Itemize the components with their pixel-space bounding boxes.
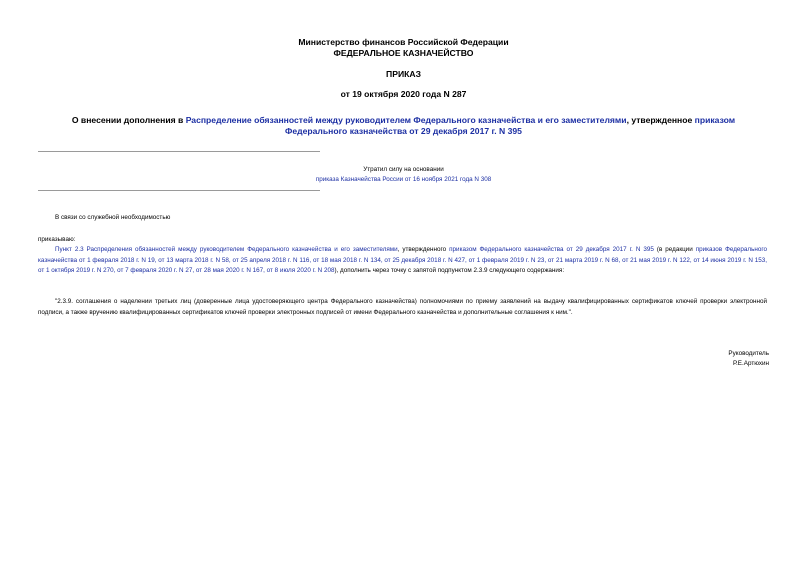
repeal-notice-line: Утратил силу на основании [363, 166, 444, 173]
title-link-order-395[interactable]: приказом Федерального казначейства от 29 декабря 2017 г. N 395 [285, 115, 736, 136]
p1-link-clause-2-3[interactable]: Пункт 2.3 Распределения обязанностей между руководителем Федерального казначейства и его заместителями [55, 246, 398, 253]
signatory-name: Р.Е.Артюхин [733, 360, 769, 367]
p1-text-1: , утвержденного [397, 246, 450, 253]
title-text-start: О внесении дополнения в [71, 115, 186, 125]
divider-top [38, 151, 320, 152]
p1-link-amending-orders[interactable]: приказов Федерального казначейства от 1 февраля 2018 г. N 19, от 13 марта 2018 г. N 58, от 25 апреля 2018 г. N 116, от 18 мая 2018 г. N 134, от 25 декабря 2018 г. N 427, от 1 февраля 2019 г. N 23, от 21 марта 2019 г. N 68, от 21 мая 2019 г. N 122, от 14 июня 2019 г. N 153, от 1 октября 2019 г. N 270, от 7 февраля 2020 г. N 27, от 28 мая 2020 г. N 167, от 8 июля 2020 г. N 208 [38, 246, 767, 274]
document-type: ПРИКАЗ [386, 69, 421, 79]
divider-bottom [38, 190, 320, 191]
order-word: приказываю: [38, 236, 76, 243]
repeal-notice-link[interactable]: приказа Казначейства России от 16 ноября 2021 года N 308 [315, 176, 492, 183]
p1-text-2: (в редакции [653, 246, 696, 253]
signatory-position: Руководитель [728, 350, 769, 357]
document-title [60, 115, 747, 137]
p1-link-order-395[interactable]: приказом Федерального казначейства от 29 декабря 2017 г. N 395 [449, 246, 654, 253]
title-link-distribution[interactable]: Распределение обязанностей между руководителем Федерального казначейства и его заместителями [185, 115, 627, 125]
agency-name: ФЕДЕРАЛЬНОЕ КАЗНАЧЕЙСТВО [333, 48, 474, 58]
ministry-name: Министерство финансов Российской Федерации [298, 37, 509, 47]
order-paragraph-1 [38, 245, 767, 277]
p1-text-3: ), дополнить через точку с запятой подпунктом 2.3.9 следующего содержания: [334, 267, 565, 274]
quoted-subclause: "2.3.9. соглашения о наделении третьих лиц (доверенные лица удостоверяющего центра Федерального казначейства) полномочиями по приему заявлений на выдачу квалифицированных сертификатов ключей проверки электронной подписи, а также вручению квалифицированных сертификатов ключей проверки электронных подписей от имени Федерального казначейства и дополнительные соглашения к ним.". [38, 298, 767, 316]
document-date-number: от 19 октября 2020 года N 287 [340, 89, 467, 99]
title-text-middle: , утвержденное [626, 115, 695, 125]
preamble-text: В связи со служебной необходимостью [55, 214, 171, 221]
